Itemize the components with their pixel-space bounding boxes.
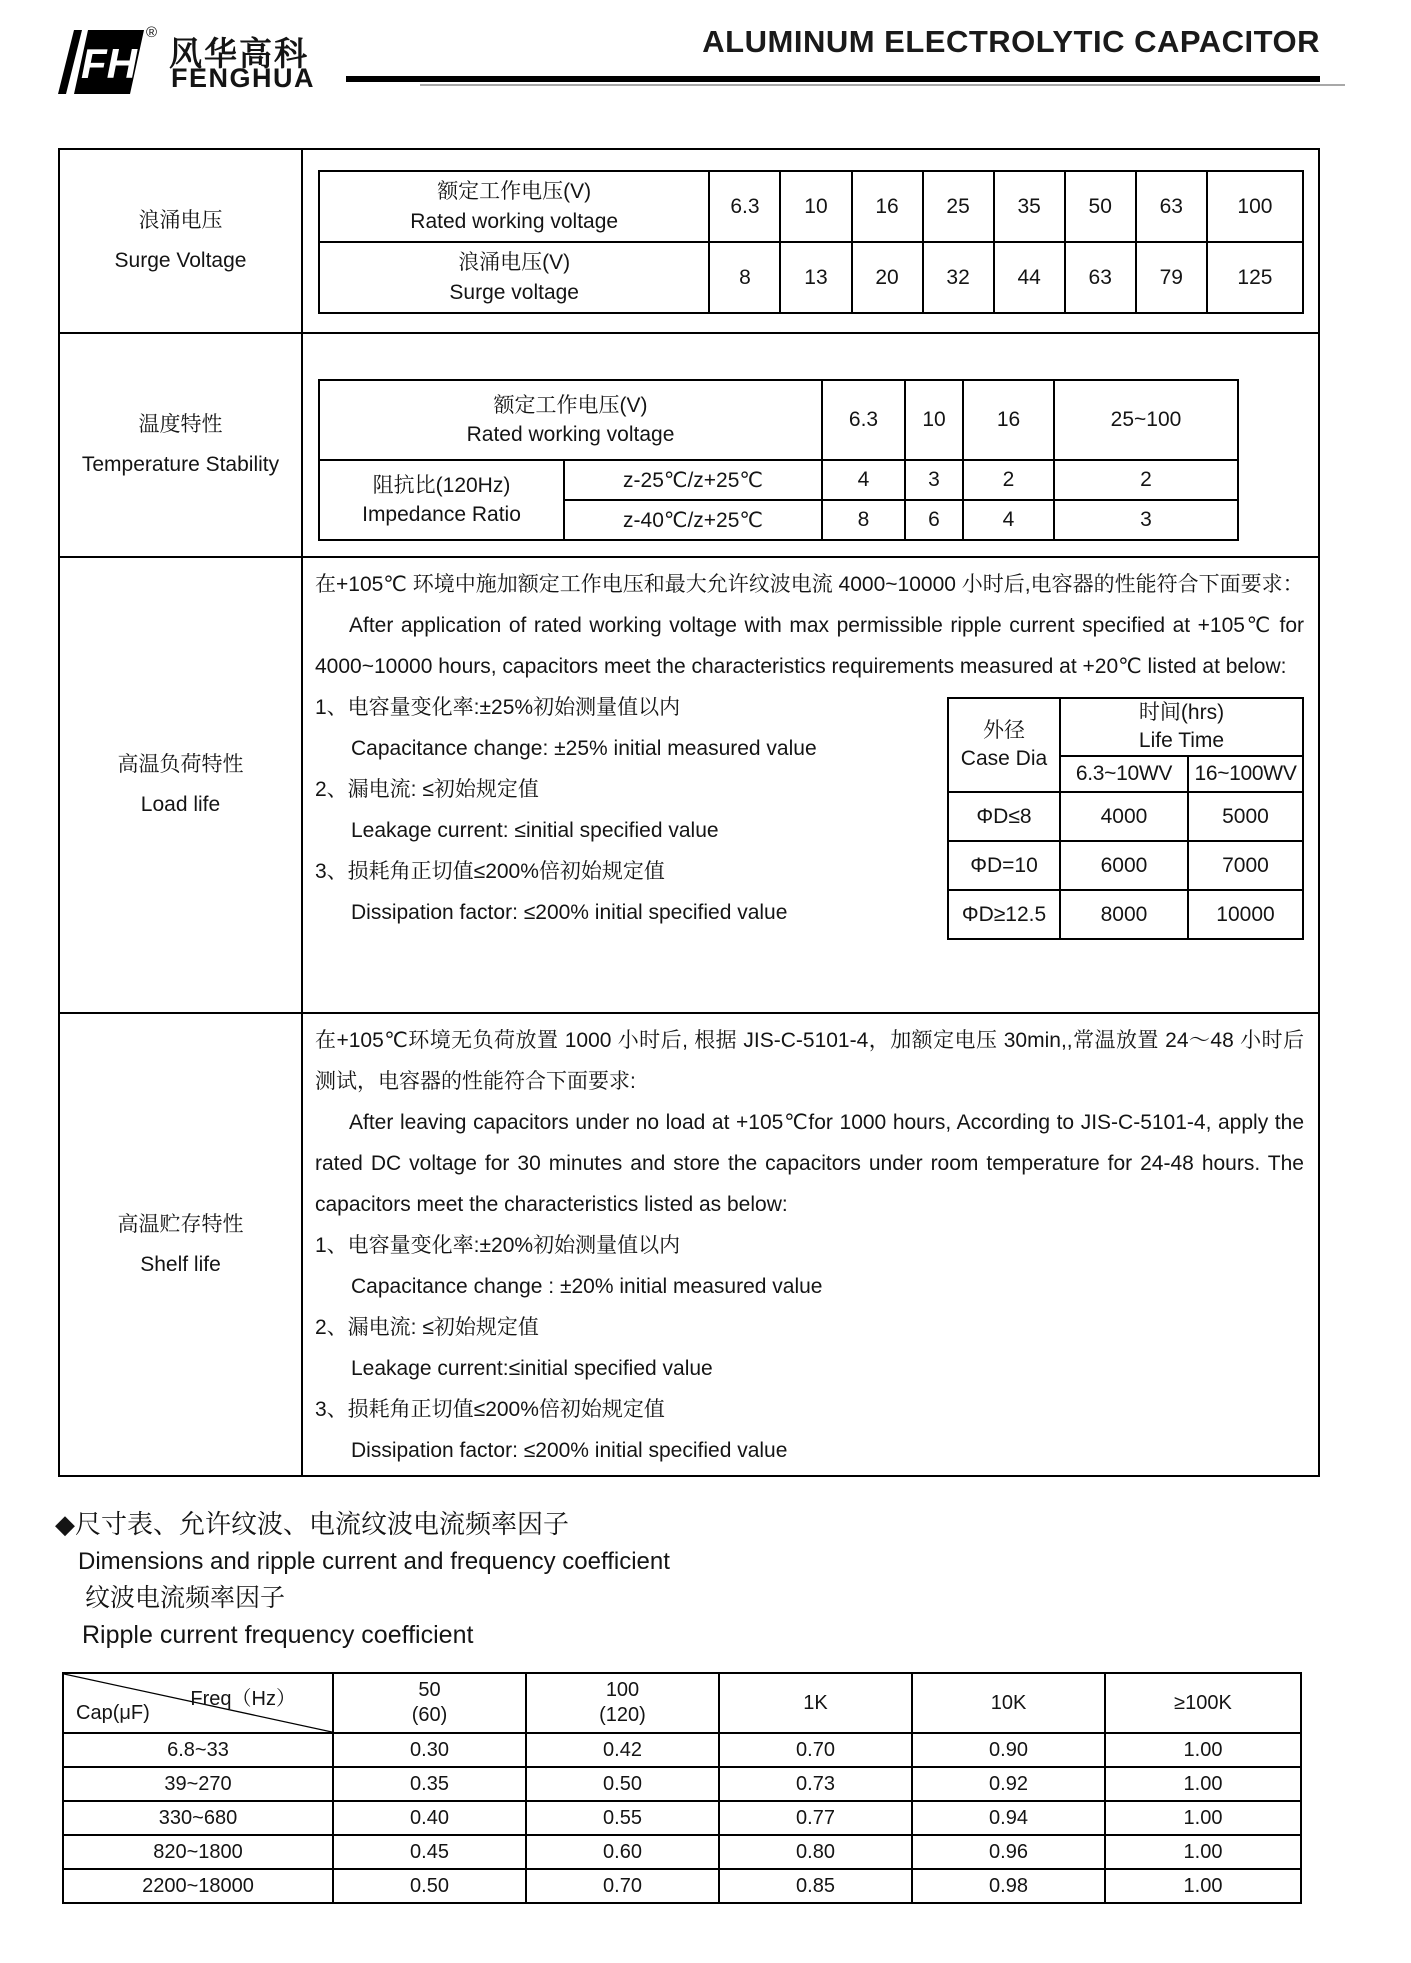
impedance-ratio-value: 6 xyxy=(905,500,963,540)
surge-voltage-value: 44 xyxy=(994,242,1065,313)
registered-trademark-icon: ® xyxy=(146,24,158,41)
freq-column-header xyxy=(526,1673,719,1733)
surge-voltage-value: 13 xyxy=(780,242,851,313)
freq-table-row xyxy=(63,1767,1301,1801)
case-dia-label xyxy=(948,698,1060,792)
case-dia-value: ΦD≤8 xyxy=(948,792,1060,841)
coefficient-value: 0.73 xyxy=(719,1767,912,1801)
coefficient-value: 1.00 xyxy=(1105,1767,1301,1801)
life-hours-value: 5000 xyxy=(1188,792,1303,841)
rated-voltage-label xyxy=(319,380,822,460)
coefficient-value: 0.92 xyxy=(912,1767,1105,1801)
freq-header-line1: ≥100K xyxy=(1174,1691,1232,1714)
cap-axis-label: Cap(μF) xyxy=(76,1702,150,1724)
life-time-label xyxy=(1060,698,1303,756)
freq-table-row xyxy=(63,1835,1301,1869)
surge-voltage-row-label xyxy=(59,149,302,333)
coefficient-value: 0.70 xyxy=(719,1733,912,1767)
spec-item xyxy=(315,1225,1304,1307)
impedance-ratio-value: 3 xyxy=(905,460,963,500)
freq-header-line1: 1K xyxy=(803,1691,828,1714)
coefficient-value: 0.45 xyxy=(333,1835,526,1869)
temperature-content xyxy=(302,333,1319,557)
ripple-frequency-table xyxy=(62,1672,1302,1904)
coefficient-value: 0.96 xyxy=(912,1835,1105,1869)
load-life-row-label xyxy=(59,557,302,1013)
row-label-en: Load life xyxy=(140,793,221,816)
coefficient-value: 0.70 xyxy=(526,1869,719,1903)
label-cn: 浪涌电压(V) xyxy=(458,250,571,274)
coefficient-value: 1.00 xyxy=(1105,1801,1301,1835)
load-life-content xyxy=(302,557,1319,1013)
life-table-row xyxy=(948,890,1303,939)
label-en: Life Time xyxy=(1138,729,1225,752)
section-subheading-cn: 纹波电流频率因子 xyxy=(85,1584,286,1612)
freq-axis-label: Freq（Hz） xyxy=(190,1688,296,1710)
temp-voltage-value: 16 xyxy=(963,380,1054,460)
section-heading-cn: ◆尺寸表、允许纹波、电流纹波电流频率因子 xyxy=(55,1509,569,1539)
header-rule xyxy=(346,76,1320,82)
coefficient-value: 0.98 xyxy=(912,1869,1105,1903)
impedance-ratio-value: 4 xyxy=(822,460,905,500)
label-en: Impedance Ratio xyxy=(362,503,521,526)
life-hours-value: 7000 xyxy=(1188,841,1303,890)
surge-voltage-value: 125 xyxy=(1207,242,1303,313)
coefficient-value: 0.77 xyxy=(719,1801,912,1835)
row-label-cn: 浪涌电压 xyxy=(138,209,223,232)
load-life-row xyxy=(59,557,1319,1013)
row-label-cn: 高温贮存特性 xyxy=(117,1212,244,1236)
coefficient-value: 1.00 xyxy=(1105,1835,1301,1869)
label-cn: 额定工作电压(V) xyxy=(493,394,648,417)
page-title: ALUMINUM ELECTROLYTIC CAPACITOR xyxy=(702,24,1320,59)
row-label-en: Surge Voltage xyxy=(114,249,247,272)
life-hours-value: 6000 xyxy=(1060,841,1188,890)
life-table-row xyxy=(948,792,1303,841)
life-voltage-range: 6.3~10WV xyxy=(1060,756,1188,792)
coefficient-value: 0.94 xyxy=(912,1801,1105,1835)
coefficient-value: 0.40 xyxy=(333,1801,526,1835)
spec-item-en: Dissipation factor: ≤200% initial specified value xyxy=(351,901,788,924)
label-en: Rated working voltage xyxy=(410,209,619,233)
life-voltage-range: 16~100WV xyxy=(1188,756,1303,792)
freq-header-line2: (60) xyxy=(411,1704,448,1726)
life-hours-value: 8000 xyxy=(1060,890,1188,939)
life-table-row xyxy=(948,841,1303,890)
fenghua-logo-icon xyxy=(58,30,144,94)
temperature-row-label xyxy=(59,333,302,557)
label-en: Surge voltage xyxy=(449,280,579,304)
impedance-ratio-row xyxy=(319,460,1238,500)
coefficient-value: 0.60 xyxy=(526,1835,719,1869)
section-heading-en: Dimensions and ripple current and frequency coefficient xyxy=(78,1548,670,1575)
spec-item-cn: 3、损耗角正切值≤200%倍初始规定值 xyxy=(315,860,665,883)
rated-voltage-value: 16 xyxy=(852,171,923,242)
dimensions-section-heading xyxy=(55,1506,670,1654)
freq-table-header-row xyxy=(63,1673,1301,1733)
freq-table-row xyxy=(63,1869,1301,1903)
coefficient-value: 1.00 xyxy=(1105,1733,1301,1767)
temp-voltage-value: 25~100 xyxy=(1054,380,1238,460)
label-cn: 阻抗比(120Hz) xyxy=(372,474,511,497)
label-cn: 额定工作电压(V) xyxy=(437,179,592,203)
coefficient-value: 1.00 xyxy=(1105,1869,1301,1903)
temperature-stability-row xyxy=(59,333,1319,557)
label-en: Rated working voltage xyxy=(466,423,675,446)
surge-voltage-value: 8 xyxy=(709,242,780,313)
freq-header-line2: (120) xyxy=(599,1704,646,1726)
row-label-en: Shelf life xyxy=(140,1252,221,1276)
shelf-life-content xyxy=(302,1013,1319,1476)
spec-item-cn: 3、损耗角正切值≤200%倍初始规定值 xyxy=(315,1398,665,1421)
impedance-ratio-value: 8 xyxy=(822,500,905,540)
life-hours-value: 10000 xyxy=(1188,890,1303,939)
header-rule-shadow xyxy=(420,84,1345,86)
freq-column-header xyxy=(333,1673,526,1733)
impedance-ratio-value: 2 xyxy=(1054,460,1238,500)
freq-table-row xyxy=(63,1733,1301,1767)
surge-voltage-table xyxy=(318,170,1304,314)
cap-range-value: 820~1800 xyxy=(63,1835,333,1869)
impedance-condition: z-25℃/z+25℃ xyxy=(564,460,822,500)
coefficient-value: 0.80 xyxy=(719,1835,912,1869)
surge-voltage-content xyxy=(302,149,1319,333)
row-label-cn: 高温负荷特性 xyxy=(117,753,244,776)
freq-header-line1: 100 xyxy=(605,1679,640,1701)
cap-range-value: 330~680 xyxy=(63,1801,333,1835)
diagonal-header-cell xyxy=(63,1673,333,1733)
coefficient-value: 0.50 xyxy=(333,1869,526,1903)
life-hours-value: 4000 xyxy=(1060,792,1188,841)
surge-voltage-value: 32 xyxy=(923,242,994,313)
impedance-ratio-value: 4 xyxy=(963,500,1054,540)
rated-voltage-value: 10 xyxy=(780,171,851,242)
section-subheading-en: Ripple current frequency coefficient xyxy=(82,1621,474,1649)
coefficient-value: 0.50 xyxy=(526,1767,719,1801)
cap-range-value: 39~270 xyxy=(63,1767,333,1801)
impedance-condition: z-40℃/z+25℃ xyxy=(564,500,822,540)
spec-item-en: Capacitance change : ±20% initial measured value xyxy=(351,1275,823,1298)
svg-text:FH: FH xyxy=(81,40,137,87)
shelf-life-paragraph-cn: 在+105℃环境无负荷放置 1000 小时后, 根据 JIS-C-5101-4，加额定电压 30min,,常温放置 24～48 小时后测试，电容器的性能符合下面要求: xyxy=(315,1029,1304,1093)
impedance-ratio-table xyxy=(318,379,1239,541)
coefficient-value: 0.85 xyxy=(719,1869,912,1903)
freq-column-header xyxy=(719,1673,912,1733)
logo-text-en: FENGHUA xyxy=(171,63,315,93)
rated-voltage-value: 6.3 xyxy=(709,171,780,242)
spec-item-en: Leakage current:≤initial specified value xyxy=(351,1357,713,1380)
cap-range-value: 6.8~33 xyxy=(63,1733,333,1767)
rated-voltage-value: 63 xyxy=(1136,171,1207,242)
surge-voltage-value-row xyxy=(319,242,1303,313)
label-cn: 时间(hrs) xyxy=(1138,701,1225,724)
temp-voltage-value: 6.3 xyxy=(822,380,905,460)
load-life-time-table xyxy=(947,697,1304,940)
label-cn: 外径 xyxy=(982,719,1025,742)
spec-item xyxy=(315,1307,1304,1389)
rated-voltage-label xyxy=(319,171,709,242)
freq-table-row xyxy=(63,1801,1301,1835)
rated-voltage-value: 25 xyxy=(923,171,994,242)
spec-item-cn: 2、漏电流: ≤初始规定值 xyxy=(315,1316,539,1339)
surge-voltage-value: 20 xyxy=(852,242,923,313)
logo-text-cn: 风华高科 xyxy=(169,35,309,72)
load-life-text xyxy=(303,558,1318,933)
freq-column-header xyxy=(912,1673,1105,1733)
shelf-life-spec-list xyxy=(315,1225,1304,1471)
life-table-header-row xyxy=(948,698,1303,756)
rated-voltage-header-row xyxy=(319,171,1303,242)
load-life-paragraph-en: After application of rated working voltage with max permissible ripple current specified at +105℃ for 4000~10000 hours, capacitors meet the characteristics requirements measured at +20℃ listed at below: xyxy=(315,614,1304,678)
characteristics-table xyxy=(58,148,1320,1477)
impedance-ratio-value: 2 xyxy=(963,460,1054,500)
label-en: Case Dia xyxy=(960,747,1048,770)
impedance-ratio-label xyxy=(319,460,564,540)
rated-voltage-value: 35 xyxy=(994,171,1065,242)
spec-item-cn: 1、电容量变化率:±25%初始测量值以内 xyxy=(315,696,681,719)
coefficient-value: 0.30 xyxy=(333,1733,526,1767)
spec-item-en: Leakage current: ≤initial specified value xyxy=(351,819,719,842)
surge-voltage-value: 63 xyxy=(1065,242,1136,313)
rated-voltage-value: 100 xyxy=(1207,171,1303,242)
spec-item xyxy=(315,1389,1304,1471)
surge-voltage-label xyxy=(319,242,709,313)
surge-voltage-value: 79 xyxy=(1136,242,1207,313)
freq-column-header xyxy=(1105,1673,1301,1733)
shelf-life-row xyxy=(59,1013,1319,1476)
cap-range-value: 2200~18000 xyxy=(63,1869,333,1903)
impedance-ratio-value: 3 xyxy=(1054,500,1238,540)
spec-item-cn: 2、漏电流: ≤初始规定值 xyxy=(315,778,539,801)
freq-header-line1: 10K xyxy=(990,1691,1027,1714)
spec-item-en: Capacitance change: ±25% initial measured value xyxy=(351,737,817,760)
surge-voltage-row xyxy=(59,149,1319,333)
shelf-life-row-label xyxy=(59,1013,302,1476)
coefficient-value: 0.42 xyxy=(526,1733,719,1767)
coefficient-value: 0.35 xyxy=(333,1767,526,1801)
row-label-en: Temperature Stability xyxy=(81,453,280,476)
case-dia-value: ΦD=10 xyxy=(948,841,1060,890)
coefficient-value: 0.90 xyxy=(912,1733,1105,1767)
shelf-life-text xyxy=(303,1014,1318,1471)
case-dia-value: ΦD≥12.5 xyxy=(948,890,1060,939)
coefficient-value: 0.55 xyxy=(526,1801,719,1835)
load-life-paragraph-cn: 在+105℃ 环境中施加额定工作电压和最大允许纹波电流 4000~10000 小时后,电容器的性能符合下面要求： xyxy=(315,573,1304,596)
rated-voltage-value: 50 xyxy=(1065,171,1136,242)
row-label-cn: 温度特性 xyxy=(138,413,223,436)
shelf-life-paragraph-en: After leaving capacitors under no load at +105℃for 1000 hours, According to JIS-C-5101-4, apply the rated DC voltage for 30 minutes and store the capacitors under room temperature for 24-48 hours. The capacitors meet the characteristics listed as below: xyxy=(315,1111,1304,1216)
temp-voltage-value: 10 xyxy=(905,380,963,460)
spec-item-cn: 1、电容量变化率:±20%初始测量值以内 xyxy=(315,1234,681,1257)
spec-item-en: Dissipation factor: ≤200% initial specified value xyxy=(351,1439,788,1462)
freq-header-line1: 50 xyxy=(418,1679,441,1701)
rated-voltage-header-row xyxy=(319,380,1238,460)
